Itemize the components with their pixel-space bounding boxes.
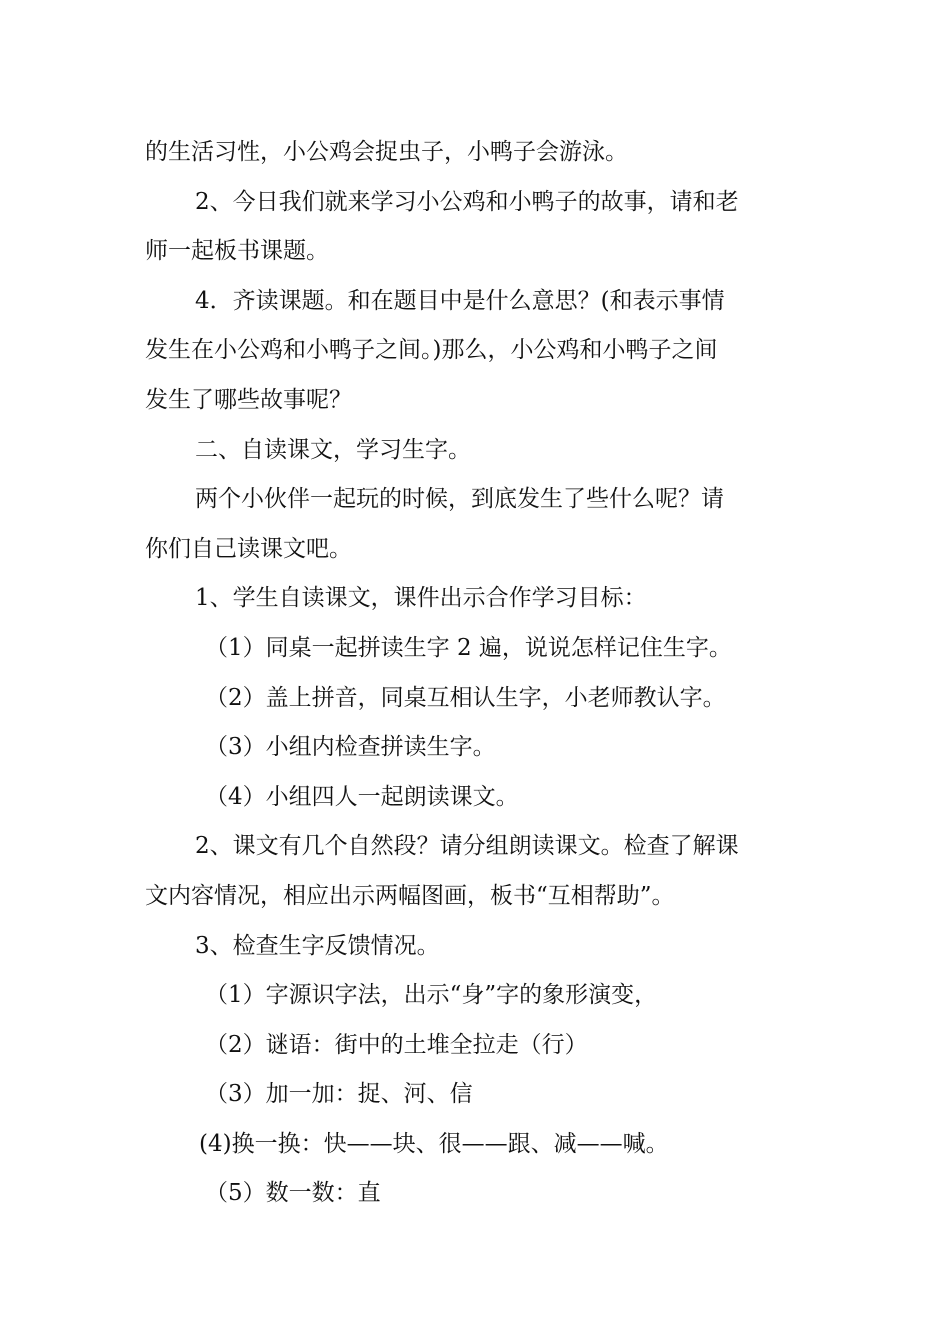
text-line: （1）字源识字法，出示“身”字的象形演变，	[205, 982, 658, 1009]
text-line: 师一起板书课题。	[145, 238, 329, 265]
text-line: （3）加一加：捉、河、信	[205, 1081, 473, 1108]
text-line: 两个小伙伴一起玩的时候，到底发生了些什么呢？请	[195, 486, 724, 513]
text-line: （2）谜语：街中的土堆全拉走（行）	[205, 1031, 588, 1058]
text-line: 文内容情况，相应出示两幅图画，板书“互相帮助”。	[145, 882, 675, 909]
text-line: 2、课文有几个自然段？请分组朗读课文。检查了解课	[195, 833, 739, 860]
text-line: 2、今日我们就来学习小公鸡和小鸭子的故事，请和老	[195, 188, 739, 215]
text-line: （4）小组四人一起朗读课文。	[205, 783, 519, 810]
text-line: （5）数一数：直	[205, 1180, 381, 1207]
text-line: 二、自读课文，学习生字。	[195, 436, 471, 463]
text-line: （2）盖上拼音，同桌互相认生字，小老师教认字。	[205, 684, 726, 711]
text-line: 发生在小公鸡和小鸭子之间。)那么，小公鸡和小鸭子之间	[145, 337, 718, 364]
text-line: 3、检查生字反馈情况。	[195, 932, 440, 959]
text-line: （3）小组内检查拼读生字。	[205, 734, 496, 761]
text-line: 的生活习性，小公鸡会捉虫子，小鸭子会游泳。	[145, 139, 628, 165]
text-line: 1、学生自读课文，课件出示合作学习目标：	[195, 585, 647, 612]
text-line: (4)换一换：快——块、很——跟、减——喊。	[199, 1130, 669, 1157]
text-line: （1）同桌一起拼读生字 2 遍，说说怎样记住生字。	[205, 634, 732, 661]
text-line: 4．齐读课题。和在题目中是什么意思？(和表示事情	[195, 287, 725, 314]
text-line: 你们自己读课文吧。	[145, 535, 352, 562]
document-body	[145, 128, 807, 1219]
text-line: 发生了哪些故事呢？	[145, 386, 352, 413]
